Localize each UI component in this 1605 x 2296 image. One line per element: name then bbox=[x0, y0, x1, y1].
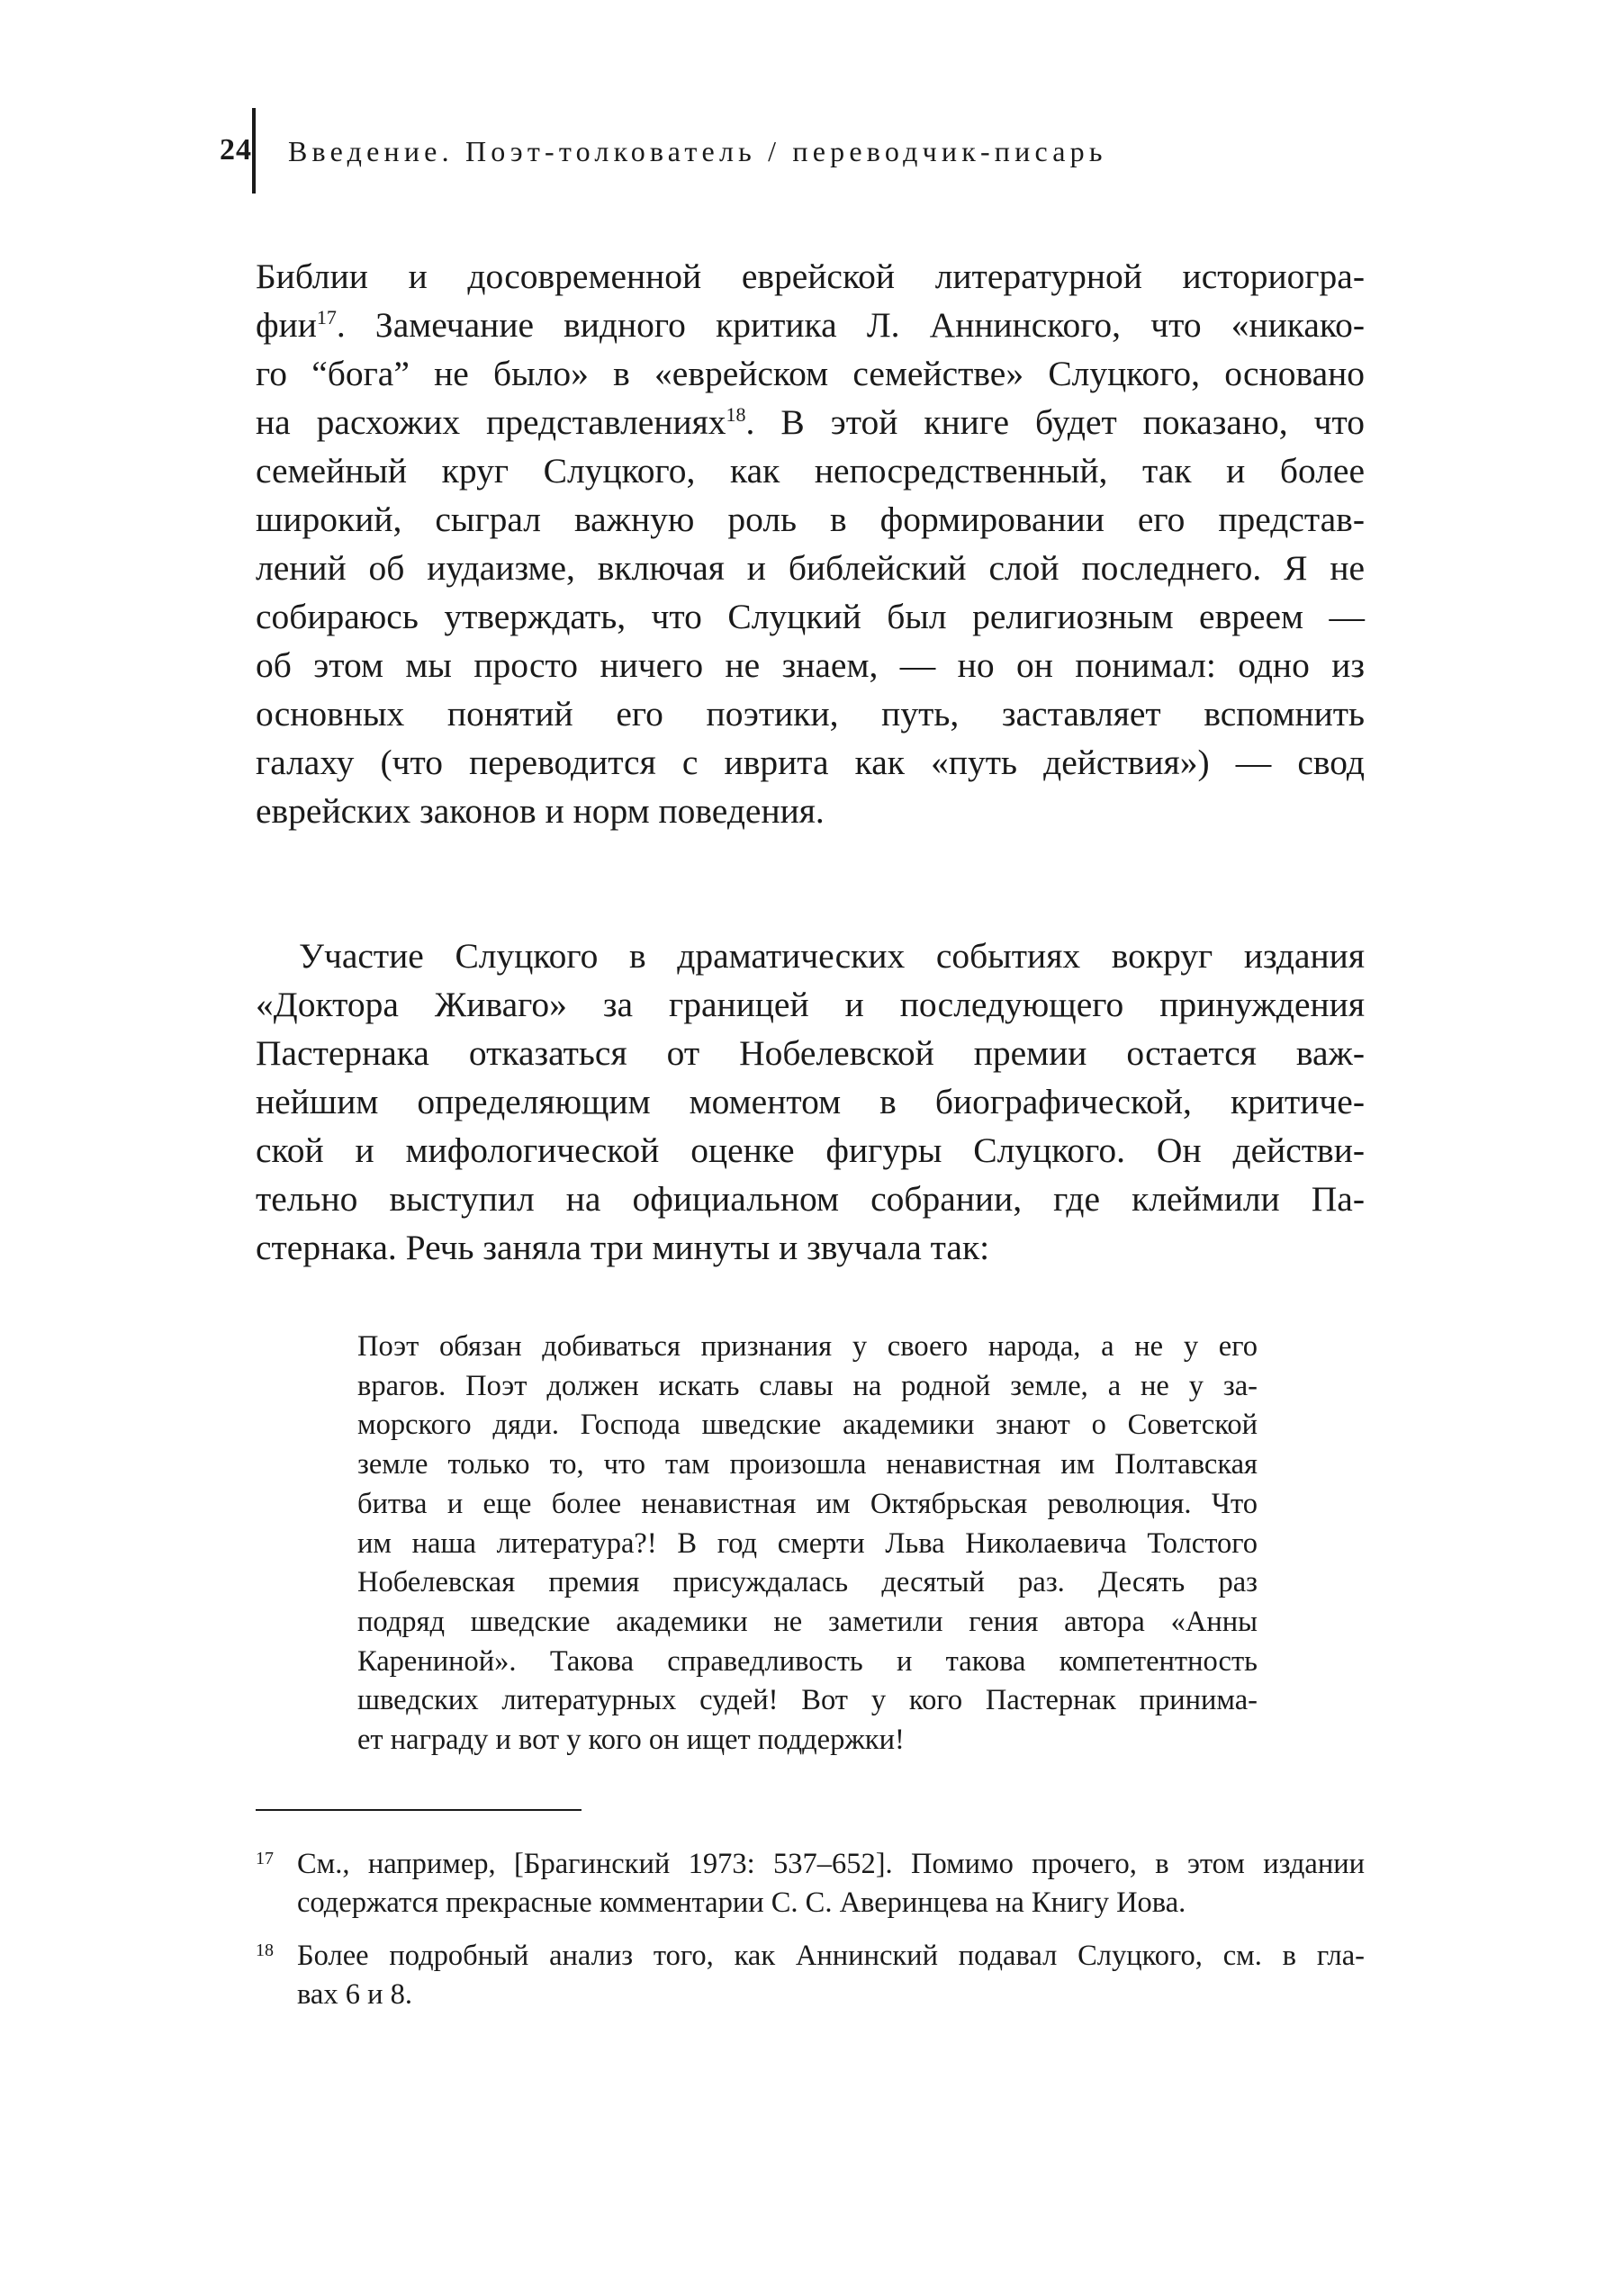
text-line: нейшим определяющим моментом в биографической, критиче- bbox=[256, 1082, 1365, 1121]
footnote-text bbox=[297, 1845, 1365, 1922]
quote-line: битва и еще более ненавистная им Октябрьская революция. Что bbox=[357, 1487, 1258, 1520]
text-line: галаху (что переводится с иврита как «путь действия») — свод bbox=[256, 743, 1365, 782]
text-line: «Доктора Живаго» за границей и последующего принуждения bbox=[256, 985, 1365, 1024]
footnote-number: 17 bbox=[256, 1849, 274, 1868]
quote-line: Поэт обязан добиваться признания у своего народа, а не у его bbox=[357, 1330, 1258, 1363]
text-line: Пастернака отказаться от Нобелевской премии остается важ- bbox=[256, 1033, 1365, 1073]
quote-line: Карениной». Такова справедливость и такова компетентность bbox=[357, 1644, 1258, 1678]
footnote-ref-17[interactable]: 17 bbox=[316, 305, 337, 329]
footnote-line: Более подробный анализ того, как Аннинский подавал Слуцкого, см. в гла- bbox=[297, 1940, 1365, 1972]
footnote-separator bbox=[256, 1809, 582, 1811]
running-head-title: Введение. Поэт-толкователь / переводчик-писарь bbox=[288, 135, 1107, 167]
text-line: тельно выступил на официальном собрании, где клеймили Па- bbox=[256, 1179, 1365, 1219]
paragraph-2 bbox=[256, 932, 1365, 1272]
text-line: стернака. Речь заняла три минуты и звучала так: bbox=[256, 1228, 990, 1267]
text-line: семейный круг Слуцкого, как непосредственный, так и более bbox=[256, 451, 1365, 491]
quote-line: им наша литература?! В год смерти Льва Николаевича Толстого bbox=[357, 1526, 1258, 1560]
block-quote bbox=[357, 1328, 1258, 1760]
footnote-ref-18[interactable]: 18 bbox=[726, 402, 746, 426]
text-line: основных понятий его поэтики, путь, заставляет вспомнить bbox=[256, 694, 1365, 734]
footnote-line: См., например, [Брагинский 1973: 537–652]. Помимо прочего, в этом издании bbox=[297, 1848, 1365, 1880]
text-line: Библии и досовременной еврейской литературной историогра- bbox=[256, 257, 1365, 296]
text-line: Участие Слуцкого в драматических событиях вокруг издания bbox=[299, 936, 1365, 976]
text-line: широкий, сыграл важную роль в формировании его представ- bbox=[256, 500, 1365, 539]
text-line: об этом мы просто ничего не знаем, — но он понимал: одно из bbox=[256, 645, 1365, 685]
quote-line: ет награду и вот у кого он ищет поддержки! bbox=[357, 1724, 905, 1757]
text-line: еврейских законов и норм поведения. bbox=[256, 791, 825, 831]
quote-line: Нобелевская премия присуждалась десятый раз. Десять раз bbox=[357, 1566, 1258, 1599]
quote-line: морского дяди. Господа шведские академики знают о Советской bbox=[357, 1409, 1258, 1442]
text-line: на расхожих представлениях$^{18}$. В этой книге будет показано, что bbox=[256, 402, 1366, 442]
footnote-number: 18 bbox=[256, 1940, 274, 1960]
quote-line: врагов. Поэт должен искать славы на родной земле, а не у за- bbox=[357, 1369, 1258, 1402]
footnote-text bbox=[297, 1937, 1365, 2014]
quote-line: земле только то, что там произошла ненавистная им Полтавская bbox=[357, 1448, 1258, 1481]
header-divider bbox=[252, 108, 256, 194]
text-line: ской и мифологической оценке фигуры Слуцкого. Он действи- bbox=[256, 1130, 1365, 1170]
page-number: 24 bbox=[220, 133, 252, 167]
running-header bbox=[180, 108, 1440, 194]
paragraph-1 bbox=[256, 252, 1365, 835]
text-line: собираюсь утверждать, что Слуцкий был религиозным евреем — bbox=[256, 597, 1365, 636]
text-line: фии$^{17}$. Замечание видного критика Л. Аннинского, что «никако- bbox=[256, 305, 1365, 345]
text-line: лений об иудаизме, включая и библейский слой последнего. Я не bbox=[256, 548, 1365, 588]
footnote-line: содержатся прекрасные комментарии С. С. Аверинцева на Книгу Иова. bbox=[297, 1886, 1186, 1919]
quote-line: подряд шведские академики не заметили гения автора «Анны bbox=[357, 1605, 1258, 1638]
footnote-line: вах 6 и 8. bbox=[297, 1978, 412, 2011]
text-line: го “бога” не было» в «еврейском семействе» Слуцкого, основано bbox=[256, 354, 1365, 393]
quote-line: шведских литературных судей! Вот у кого Пастернак принима- bbox=[357, 1684, 1258, 1717]
